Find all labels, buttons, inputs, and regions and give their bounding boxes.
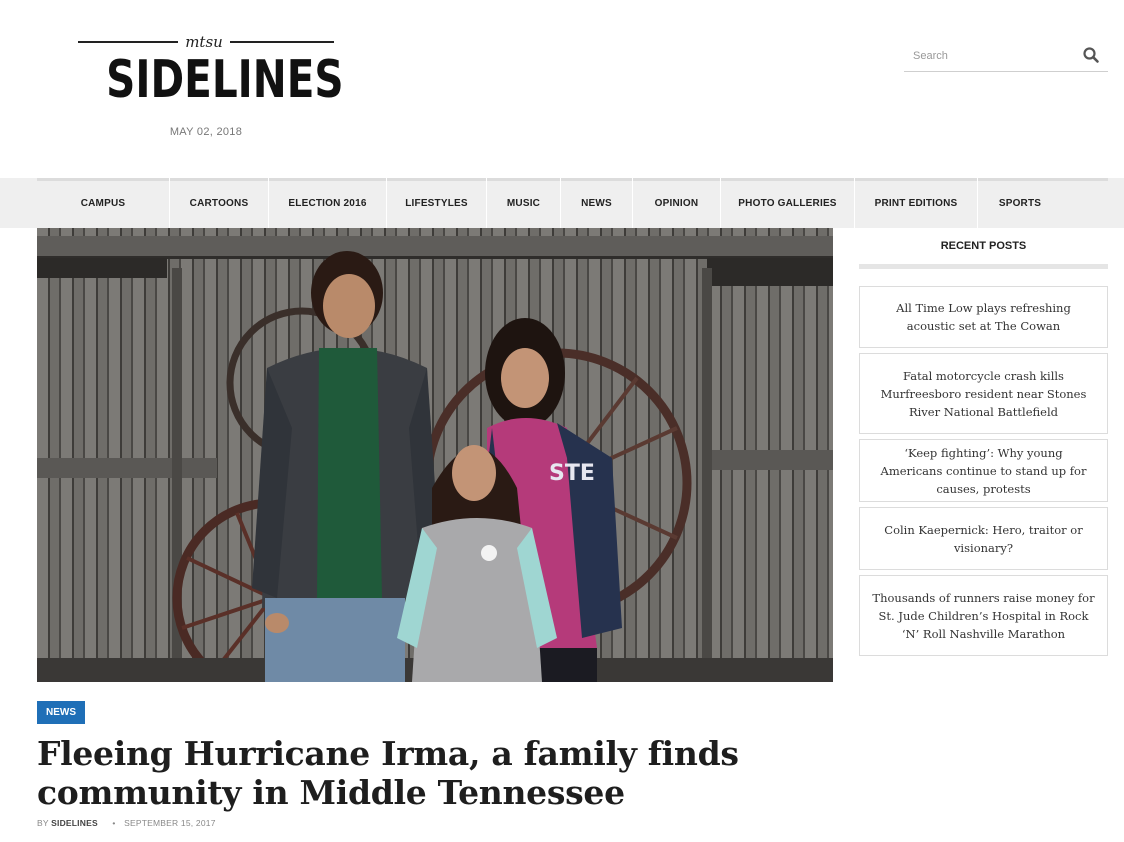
search-box <box>904 40 1108 72</box>
nav-item-music[interactable]: MUSIC <box>487 178 561 228</box>
recent-posts-divider <box>859 264 1108 269</box>
byline-by: BY <box>37 818 49 828</box>
recent-post-item[interactable]: Colin Kaepernick: Hero, traitor or visionary? <box>859 507 1108 570</box>
article-byline <box>37 818 216 828</box>
nav-item-cartoons[interactable]: CARTOONS <box>170 178 269 228</box>
site-header <box>0 0 1124 178</box>
nav-item-campus[interactable]: CAMPUS <box>37 178 170 228</box>
nav-item-lifestyles[interactable]: LIFESTYLES <box>387 178 487 228</box>
nav-item-news[interactable]: NEWS <box>561 178 633 228</box>
byline-date: SEPTEMBER 15, 2017 <box>124 818 216 828</box>
article-headline[interactable]: Fleeing Hurricane Irma, a family finds community in Middle Tennessee <box>37 734 739 812</box>
nav-item-photo-galleries[interactable]: PHOTO GALLERIES <box>721 178 855 228</box>
nav-item-election-2016[interactable]: ELECTION 2016 <box>269 178 387 228</box>
nav-item-opinion[interactable]: OPINION <box>633 178 721 228</box>
nav-item-sports[interactable]: SPORTS <box>998 197 1042 209</box>
category-badge[interactable]: NEWS <box>37 701 85 724</box>
recent-post-item[interactable]: Fatal motorcycle crash kills Murfreesboro resident near Stones River National Battlefield <box>859 353 1108 434</box>
recent-posts-list <box>859 286 1108 656</box>
header-date: MAY 02, 2018 <box>169 126 243 138</box>
recent-posts-title: RECENT POSTS <box>940 240 1027 252</box>
logo-mtsu: mtsu <box>178 34 230 50</box>
recent-post-item[interactable]: All Time Low plays refreshing acoustic set at The Cowan <box>859 286 1108 348</box>
byline-separator: • <box>112 818 116 828</box>
logo-sidelines: SIDELINES <box>106 50 344 110</box>
featured-image[interactable] <box>37 228 833 682</box>
site-logo[interactable] <box>78 33 344 118</box>
recent-post-item[interactable]: ‘Keep fighting’: Why young Americans continue to stand up for causes, protests <box>859 439 1108 502</box>
main-nav <box>0 178 1124 228</box>
byline-author[interactable]: SIDELINES <box>51 818 98 828</box>
search-icon[interactable] <box>1082 46 1100 64</box>
shirt-text: STE <box>549 461 595 486</box>
nav-item-print-editions[interactable]: PRINT EDITIONS <box>855 178 978 228</box>
recent-posts-widget <box>859 228 1108 661</box>
recent-post-item[interactable]: Thousands of runners raise money for St. Jude Children’s Hospital in Rock ‘N’ Roll Nashville Marathon <box>859 575 1108 656</box>
nav-items <box>37 178 1062 228</box>
search-input[interactable] <box>911 46 1075 66</box>
